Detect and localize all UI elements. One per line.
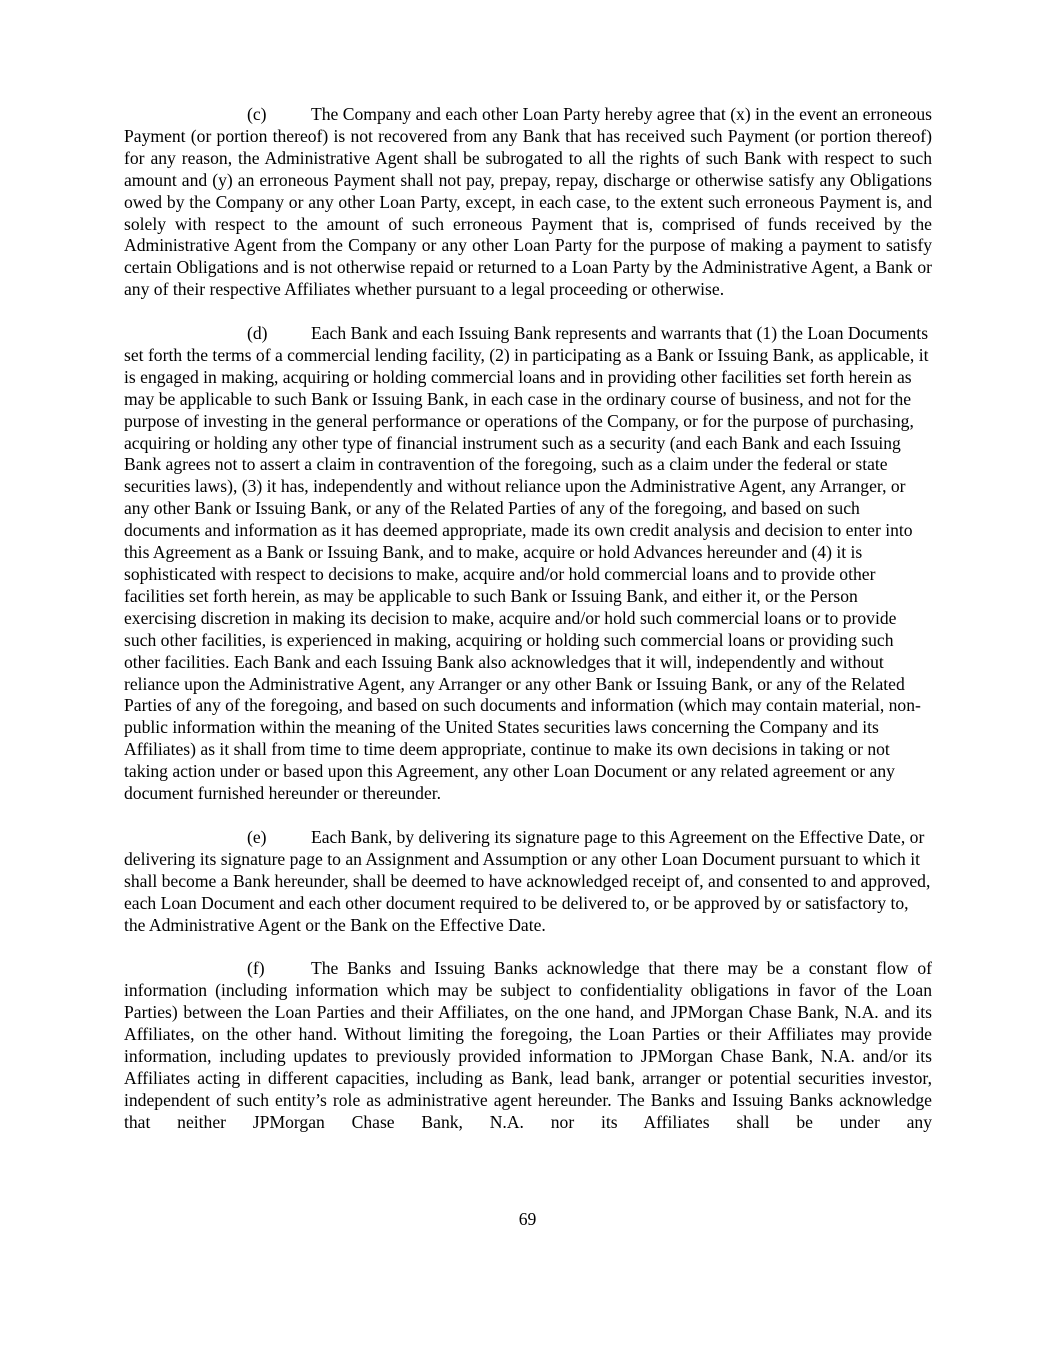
paragraph-text: The Company and each other Loan Party hereby agree that (x) in the event an erroneous Payment (or portion thereof) is not recovered from any Bank that has received such Payment (or portion thereof) for any reason, the Administrative Agent shall be subrogated to all the rights of such Bank with respect to such amount and (y) an erroneous Payment shall not pay, prepay, repay, discharge or otherwise satisfy any Obligations owed by the Company or any other Loan Party, except, in each case, to the extent such erroneous Payment is, and solely with respect to the amount of such erroneous Payment that is, comprised of funds received by the Administrative Agent from the Company or any other Loan Party for the purpose of making a payment to satisfy certain Obligations and is not otherwise repaid or returned to a Loan Party by the Administrative Agent, a Bank or any of their respective Affiliates whether pursuant to a legal proceeding or otherwise. [124, 104, 932, 300]
page-number: 69 [518, 1209, 537, 1229]
paragraph-text: Each Bank, by delivering its signature page to this Agreement on the Effective Date, or delivering its signature page to an Assignment and Assumption or any other Loan Document pursuant to which it shall become a Bank hereunder, shall be deemed to have acknowledged receipt of, and consented to and approved, each Loan Document and each other document required to be delivered to, or be approved by or satisfactory to, the Administrative Agent or the Bank on the Effective Date. [124, 826, 931, 935]
paragraph-c [124, 104, 932, 301]
paragraph-marker: (c) [247, 104, 267, 124]
paragraph-marker: (f) [247, 958, 265, 979]
paragraph-text: The Banks and Issuing Banks acknowledge that there may be a constant flow of information (including information which may be subject to confidentiality obligations in favor of the Loan Parties) between the Loan Parties and their Affiliates, on the one hand, and JPMorgan Chase Bank, N.A. and its Affiliates, on the other hand. Without limiting the foregoing, the Loan Parties or their Affiliates may provide information, including updates to previously provided information to JPMorgan Chase Bank, N.A. and/or its Affiliates acting in different capacities, including as Bank, lead bank, arranger or potential securities investor, independent of such entity’s role as administrative agent hereunder. The Banks and Issuing Banks acknowledge that neither JPMorgan Chase Bank, N.A. nor its Affiliates shall be under any [124, 958, 932, 1132]
paragraph-e [124, 827, 932, 937]
paragraph-f [124, 958, 932, 1133]
paragraph-d [124, 323, 932, 805]
paragraph-text: Each Bank and each Issuing Bank represents and warrants that (1) the Loan Documents set forth the terms of a commercial lending facility, (2) in participating as a Bank or Issuing Bank, as applicable, it is engaged in making, acquiring or holding commercial loans and in providing other facilities set forth herein as may be applicable to such Bank or Issuing Bank, in each case in the ordinary course of business, and not for the purpose of investing in the general performance or operations of the Company, or for the purpose of purchasing, acquiring or holding any other type of financial instrument such as a security (and each Bank and each Issuing Bank agrees not to assert a claim in contravention of the foregoing, such as a claim under the federal or state securities laws), (3) it has, independently and without reliance upon the Administrative Agent, any Arranger, or any other Bank or Issuing Bank, or any of the Related Parties of any of the foregoing, and based on such documents and information as it has deemed appropriate, made its own credit analysis and decision to enter into this Agreement as a Bank or Issuing Bank, and to make, acquire or hold Advances hereunder and (4) it is sophisticated with respect to decisions to make, acquire and/or hold commercial loans and to provide other facilities set forth herein, as may be applicable to such Bank or Issuing Bank, and either it, or the Person exercising discretion in making its decision to make, acquire and/or hold such commercial loans or to provide such other facilities, is experienced in making, acquiring or holding such commercial loans or providing such other facilities. Each Bank and each Issuing Bank also acknowledges that it will, independently and without reliance upon the Administrative Agent, any Arranger or any other Bank or Issuing Bank, or any of the Related Parties of any of the foregoing, and based on such documents and information (which may contain material, non-public information within the meaning of the United States securities laws concerning the Company and its Affiliates) as it shall from time to time deem appropriate, continue to make its own decisions in taking or not taking action under or based upon this Agreement, any other Loan Document or any related agreement or any document furnished hereunder or thereunder. [124, 323, 929, 804]
paragraph-marker: (e) [247, 826, 267, 847]
document-body [124, 104, 932, 1155]
paragraph-marker: (d) [247, 323, 268, 344]
